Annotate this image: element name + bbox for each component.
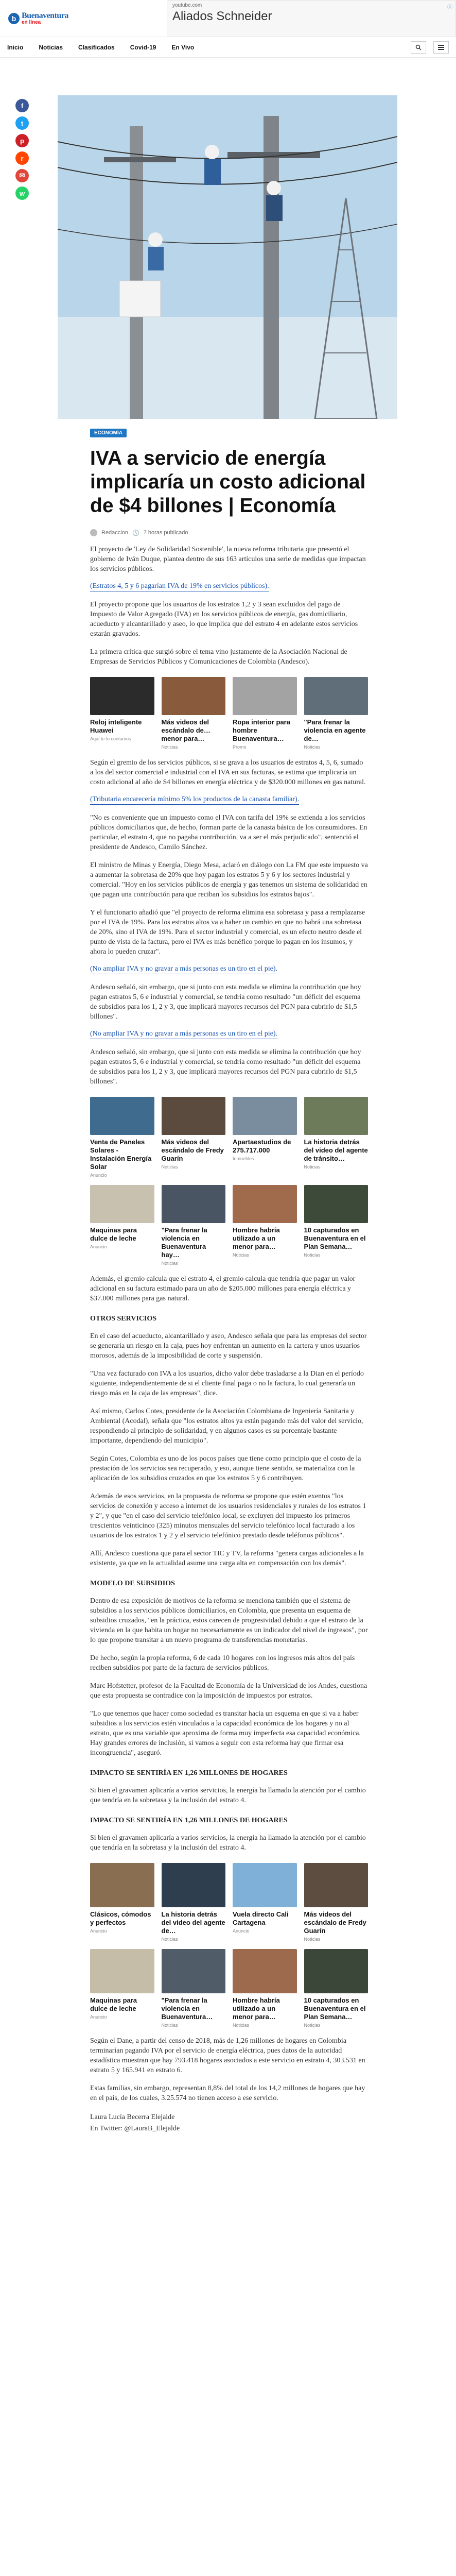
search-icon[interactable] [411, 41, 426, 54]
ad-caption[interactable]: Apartaestudios de 275.717.000 [233, 1138, 291, 1154]
ad-title[interactable]: Aliados Schneider [172, 9, 272, 23]
ad-source: Noticias [304, 1937, 321, 1942]
paragraph: De hecho, según la propia reforma, 6 de cada 10 hogares con los ingresos más altos del país reciben subsidios por parte de la factura de servicios públicos. [90, 1654, 355, 1672]
ad-thumbnail[interactable] [162, 1949, 226, 1993]
menu-icon[interactable] [433, 41, 449, 54]
share-sidebar [15, 99, 29, 200]
ad-caption[interactable]: Maquinas para dulce de leche [90, 1996, 137, 2012]
paragraph: Y el funcionario añadió que "el proyecto de reforma elimina esa sobretasa y pasa a remplazarse por el IVA de 19%. Para los estratos altos va a haber un cambio en que no habrá una sobretasa de 20%, sino el IVA de 19%. Para el sector industrial y comercial, es un efecto neutro desde el punto de vista de la factura, pero el IVA es más benéfico porque lo pagan en los insumos, y ahora lo pueden cruzar". [90, 909, 365, 956]
ad-source: Noticias [161, 2023, 178, 2028]
ad-thumbnail[interactable] [233, 1863, 297, 1907]
ad-card[interactable] [90, 1097, 154, 1178]
hero-illustration [58, 95, 397, 419]
ad-thumbnail[interactable] [304, 1949, 369, 1993]
ad-thumbnail[interactable] [90, 1185, 154, 1223]
ad-caption[interactable]: Más videos del escándalo de… menor para… [161, 718, 211, 742]
ad-thumbnail[interactable] [90, 1097, 154, 1135]
article [90, 428, 368, 2134]
ad-caption[interactable]: Clásicos, cómodos y perfectos [90, 1910, 151, 1926]
facebook-icon[interactable]: f [15, 99, 29, 112]
ad-thumbnail[interactable] [162, 1863, 226, 1907]
ad-caption[interactable]: Más videos del escándalo de Fredy Guarín [161, 1138, 224, 1162]
ad-thumbnail[interactable] [304, 677, 369, 715]
ad-source: Noticias [304, 744, 321, 750]
logo-mark: b [8, 13, 20, 24]
ad-thumbnail[interactable] [162, 677, 226, 715]
paragraph: En el caso del acueducto, alcantarillado y aseo, Andesco señala que para las empresas del sector se generaría un riesgo en la caja, pues hoy enfrentan un aumento en la cartera y unos usuarios morosos, además de la imposibilidad de corte y suspensión. [90, 1332, 367, 1360]
ad-caption[interactable]: La historia detrás del video del agente de tránsito… [304, 1138, 368, 1162]
paragraph: El proyecto de 'Ley de Solidaridad Sostenible', la nueva reforma tributaria que presentó el gobierno de Iván Duque, plantea dentro de sus 163 artículos una serie de medidas que impactan los servicios públicos. [90, 546, 366, 573]
ad-caption[interactable]: Ropa interior para hombre Buenaventura… [233, 718, 290, 742]
ad-card[interactable] [233, 1863, 297, 1942]
ad-source: Noticias [304, 2023, 321, 2028]
paragraph: "Una vez facturado con IVA a los usuarios, dicho valor debe trasladarse a la Dian en el período siguiente, independientemente de si el cliente final paga o no la factura, lo cual generaría un riesgo más en la caja de las empresas", dice. [90, 1370, 364, 1397]
paragraph: Además de esos servicios, en la propuesta de reforma se propone que estén exentos "los servicios de conexión y acceso a internet de los usuarios residenciales y rurales de los estratos 1 y 2", y que "en el caso del servicio telefónico local, se excluyen del impuesto los primeros trescientos veinticinco (325) minutos mensuales del servicio telefónico local facturado a los usuarios de los estratos 1 y 2 y el servicio telefónico prestado desde teléfonos públicos". [90, 1493, 366, 1539]
ad-card[interactable] [233, 677, 297, 750]
article-title: IVA a servicio de energía implicaría un costo adicional de $4 billones | Economía [90, 447, 366, 517]
top-advertisement[interactable] [167, 0, 456, 37]
ad-caption[interactable]: Reloj inteligente Huawei [90, 718, 142, 734]
pinterest-icon[interactable]: p [15, 134, 29, 147]
paragraph: Según Cotes, Colombia es uno de los pocos países que tiene como principio que el costo de la prestación de los servicios sea recuperado, y eso, aunque tiene sentido, se materializa con la aplicación de los subsidios cruzados en que los estratos 5 y 6 contribuyen. [90, 1455, 361, 1482]
ad-thumbnail[interactable] [233, 1949, 297, 1993]
ad-thumbnail[interactable] [233, 1185, 297, 1223]
paragraph: Además, el gremio calcula que el estrato 4, el gremio calcula que tendría que pagar un valor adicional en su factura estimado para un año de $205.000 millones para energía eléctrica y $37.000 millones para gas natural. [90, 1275, 356, 1302]
ad-caption[interactable]: Hombre habría utilizado a un menor para… [233, 1226, 280, 1250]
ad-card[interactable] [162, 1863, 226, 1942]
section-heading: OTROS SERVICIOS [90, 1315, 157, 1323]
ad-thumbnail[interactable] [233, 677, 297, 715]
ad-card[interactable] [233, 1949, 297, 2028]
email-icon[interactable]: ✉ [15, 169, 29, 182]
category-badge[interactable]: ECONOMÍA [90, 429, 127, 437]
ad-grid-3 [90, 1863, 368, 2028]
ad-source: Noticias [304, 1164, 321, 1170]
ad-card[interactable] [90, 1863, 154, 1942]
nav-item-covid[interactable]: Covid-19 [130, 43, 156, 51]
section-heading: IMPACTO SE SENTIRÍA EN 1,26 MILLONES DE HOGARES [90, 1769, 288, 1777]
ad-card[interactable] [162, 1097, 226, 1178]
ad-card[interactable] [233, 1185, 297, 1266]
ad-caption[interactable]: Hombre habría utilizado a un menor para… [233, 1996, 280, 2021]
ad-card[interactable] [162, 1949, 226, 2028]
author-name[interactable]: Redaccion [101, 530, 128, 536]
ad-source: Aquí te lo contamos [90, 736, 131, 741]
ad-thumbnail[interactable] [90, 1949, 154, 1993]
ad-source: Noticias [161, 1937, 178, 1942]
ad-card[interactable] [304, 1185, 369, 1266]
related-link[interactable]: (Tributaria encarecería mínimo 5% los productos de la canasta familiar). [90, 794, 299, 805]
section-heading: MODELO DE SUBSIDIOS [90, 1580, 175, 1587]
paragraph: "Lo que tenemos que hacer como sociedad es transitar hacia un esquema en que si va a haber subsidios a los servicios estén vinculados a la capacidad económica de los hogares y no al estrato, que es una variable que aproxima de forma muy imperfecta esa capacidad económica. Hay grandes errores de inclusión, si vamos a seguir con esta reforma hay que firmar esa incongruencia", aseguró. [90, 1710, 361, 1757]
ad-thumbnail[interactable] [233, 1097, 297, 1135]
ad-caption[interactable]: "Para frenar la violencia en agente de… [304, 718, 366, 742]
reddit-icon[interactable]: r [15, 151, 29, 165]
ad-thumbnail[interactable] [90, 1863, 154, 1907]
logo-line1: Buenaventura [22, 11, 68, 20]
paragraph: El ministro de Minas y Energía, Diego Mesa, aclaró en diálogo con La FM que este impuesto va a aumentar la sobretasa de 20% que hoy pagan los estratos 5 y 6 y los sectores industrial y comercial. "Hoy en los servicios públicos de energía y gas tenemos un sistema de solidaridad en que pagan una contribución para que reciban los subsidios los estratos bajos". [90, 861, 368, 899]
ad-source: Anuncio [233, 1928, 250, 1934]
section-heading: IMPACTO SE SENTIRÍA EN 1,26 MILLONES DE HOGARES [90, 1817, 288, 1824]
hero-image [58, 95, 397, 419]
twitter-icon[interactable]: t [15, 116, 29, 130]
logo-line2: en línea [22, 19, 41, 25]
byline [90, 529, 368, 536]
ad-source: Inmuebles [233, 1156, 254, 1161]
ad-card[interactable] [90, 1949, 154, 2028]
ad-grid-1 [90, 677, 368, 750]
publish-date: 7 horas publicado [143, 530, 188, 536]
related-link[interactable]: (Estratos 4, 5 y 6 pagarían IVA de 19% en servicios públicos). [90, 581, 269, 591]
ad-card[interactable] [162, 1185, 226, 1266]
paragraph: Estas familias, sin embargo, representan 8,8% del total de los 14,2 millones de hogares que hay en el país, de los cuales, 3.25.574 no tienen acceso a ese servicio. [90, 2084, 365, 2102]
ad-card[interactable] [304, 1949, 369, 2028]
author-avatar [90, 529, 97, 536]
ad-caption[interactable]: Más videos del escándalo de Fredy Guarín [304, 1910, 366, 1935]
paragraph: Allí, Andesco cuestiona que para el sector TIC y TV, la reforma "genera cargas adicionales a la existente, ya que en la actualidad asume una carga alta en compensación con los demás". [90, 1550, 364, 1567]
paragraph: Así mismo, Carlos Cotes, presidente de la Asociación Colombiana de Ingeniería Sanitaria y Ambiental (Acodal), señala que "los estratos altos ya están pagando más del valor del servicio, respondiendo al principio de solidaridad, y en algunos casos es su porcentaje bastante importante, dependiendo del municipio". [90, 1408, 363, 1445]
ad-thumbnail[interactable] [162, 1185, 226, 1223]
ad-caption[interactable]: "Para frenar la violencia en Buenaventura… [161, 1996, 213, 2021]
nav-item-inicio[interactable]: Inicio [7, 43, 24, 51]
ad-url: youtube.com [172, 3, 202, 8]
paragraph: "No es conveniente que un impuesto como el IVA con tarifa del 19% se extienda a los servicios públicos domiciliarios que, de hecho, forman parte de la canasta básica de los consumidores. En particular, el estrato 4, que no pagaba contribución, va a ser el más perjudicado", sentenció el presidente de Andesco, Camilo Sánchez. [90, 814, 367, 851]
ad-card[interactable] [90, 1185, 154, 1266]
paragraph: Según el Dane, a partir del censo de 2018, más de 1,26 millones de hogares en Colombia terminarían pagando IVA por el servicio de energía eléctrica, pues datos de la autoridad estadística muestran que hay 793.418 hogares asociados a este servicio en estrato 4, 303.531 en estrato 5 y 165.941 en estrato 6. [90, 2037, 365, 2074]
ad-caption[interactable]: "Para frenar la violencia en Buenaventura hay… [161, 1226, 207, 1259]
ad-caption[interactable]: La historia detrás del video del agente de… [161, 1910, 225, 1935]
ad-card[interactable] [162, 677, 226, 750]
main-nav [0, 37, 456, 58]
ad-source: Noticias [233, 1252, 250, 1258]
ad-card[interactable] [304, 677, 369, 750]
ad-caption[interactable]: 10 capturados en Buenaventura en el Plan Semana… [304, 1226, 366, 1250]
ad-source: Anuncio [90, 1928, 107, 1934]
paragraph: Dentro de esa exposición de motivos de la reforma se menciona también que el sistema de subsidios a los servicios públicos domiciliarios, en Colombia, que presenta un esquema de subsidios cruzados, "en la práctica, estos carecen de progresividad debido a que el estrato de la vivienda en la que habita un hogar no necesariamente es un indicador del nivel de ingresos", por lo que propone transitar a un nuevo programa de transferencias monetarias. [90, 1597, 368, 1644]
site-logo[interactable] [8, 6, 70, 31]
paragraph: Andesco señaló, sin embargo, que si junto con esta medida se elimina la contribución que hoy pagan estratos 5, 6 e industrial y comercial, se tendría como resultado "un déficit del esquema de subsidios para los 1, 2 y 3, que implicará mayores recursos del PGN para cubrirlo de $1,5 billones". [90, 1048, 361, 1086]
ad-source: Noticias [161, 744, 178, 750]
ad-caption[interactable]: Maquinas para dulce de leche [90, 1226, 137, 1242]
ad-grid-2 [90, 1097, 368, 1266]
related-link[interactable]: (No ampliar IVA y no gravar a más personas es un tiro en el pie). [90, 1029, 277, 1039]
ad-thumbnail[interactable] [162, 1097, 226, 1135]
signature-twitter[interactable]: En Twitter: @LauraB_Elejalde [90, 2125, 180, 2132]
ad-source: Noticias [233, 2023, 250, 2028]
ad-source: Noticias [161, 1261, 178, 1266]
nav-item-noticias[interactable]: Noticias [39, 43, 63, 51]
ad-thumbnail[interactable] [304, 1097, 369, 1135]
ad-source: Anuncio [90, 2014, 107, 2020]
whatsapp-icon[interactable]: w [15, 187, 29, 200]
ad-caption[interactable]: Vuela directo Cali Cartagena [233, 1910, 289, 1926]
ad-thumbnail[interactable] [304, 1185, 369, 1223]
paragraph: El proyecto propone que los usuarios de los estratos 1,2 y 3 sean excluidos del pago de Impuesto de Valor Agregado (IVA) en los servicios públicos de energía, gas domiciliario, acueducto y alcantarillado y aseo, lo que implica que del estrato 4 en adelante estos servicios estarán gravados. [90, 601, 358, 638]
paragraph: Si bien el gravamen aplicaría a varios servicios, la energía ha llamado la atención por el cambio que tendría en la sobretasa y la inclusión del estrato 4. [90, 1834, 366, 1852]
ad-source: Anuncio [90, 1244, 107, 1249]
ad-card[interactable] [233, 1097, 297, 1178]
signature-author: Laura Lucía Becerra Elejalde [90, 2113, 175, 2121]
paragraph: Andesco señaló, sin embargo, que si junto con esta medida se elimina la contribución que hoy pagan estratos 5, 6 e industrial y comercial, se tendría como resultado "un déficit del esquema de subsidios para los 1, 2 y 3, que implicará mayores recursos del PGN para cubrirlo de $1,5 billones". [90, 984, 361, 1021]
ad-source: Noticias [304, 1252, 321, 1258]
ad-card[interactable] [304, 1097, 369, 1178]
nav-item-clasificados[interactable]: Clasificados [78, 43, 115, 51]
ad-card[interactable] [304, 1863, 369, 1942]
ad-thumbnail[interactable] [304, 1863, 369, 1907]
ad-card[interactable] [90, 677, 154, 750]
clock-icon: 🕓 [132, 530, 139, 536]
paragraph: La primera crítica que surgió sobre el tema vino justamente de la Asociación Nacional de Empresas de Servicios Públicos y Comunicaciones de Colombia (Andesco). [90, 648, 347, 666]
paragraph: Según el gremio de los servicios públicos, si se grava a los usuarios de estratos 4, 5, 6, sumado a los del sector comercial e industrial con el IVA en sus facturas, se estima que implicaría un costo adicional al año de $4 billones en energía eléctrica y de $320.000 millones en gas natural. [90, 759, 366, 786]
ad-thumbnail[interactable] [90, 677, 154, 715]
ad-caption[interactable]: Venta de Paneles Solares - Instalación Energía Solar [90, 1138, 152, 1171]
ad-source: Noticias [161, 1164, 178, 1170]
ad-close-icon[interactable]: ⓧ [447, 5, 452, 10]
paragraph: Si bien el gravamen aplicaría a varios servicios, la energía ha llamado la atención por el cambio que tendría en la sobretasa y la inclusión del estrato 4. [90, 1787, 366, 1804]
ad-source: Anuncio [90, 1173, 107, 1178]
nav-item-en-vivo[interactable]: En Vivo [171, 43, 195, 51]
ad-source: Promo [233, 744, 247, 750]
paragraph: Marc Hofstetter, profesor de la Facultad de Economía de la Universidad de los Andes, cuestiona que esta propuesta se contradice con la imposición de impuestos por estratos. [90, 1682, 367, 1700]
related-link[interactable]: (No ampliar IVA y no gravar a más personas es un tiro en el pie). [90, 964, 277, 974]
ad-caption[interactable]: 10 capturados en Buenaventura en el Plan Semana… [304, 1996, 366, 2021]
